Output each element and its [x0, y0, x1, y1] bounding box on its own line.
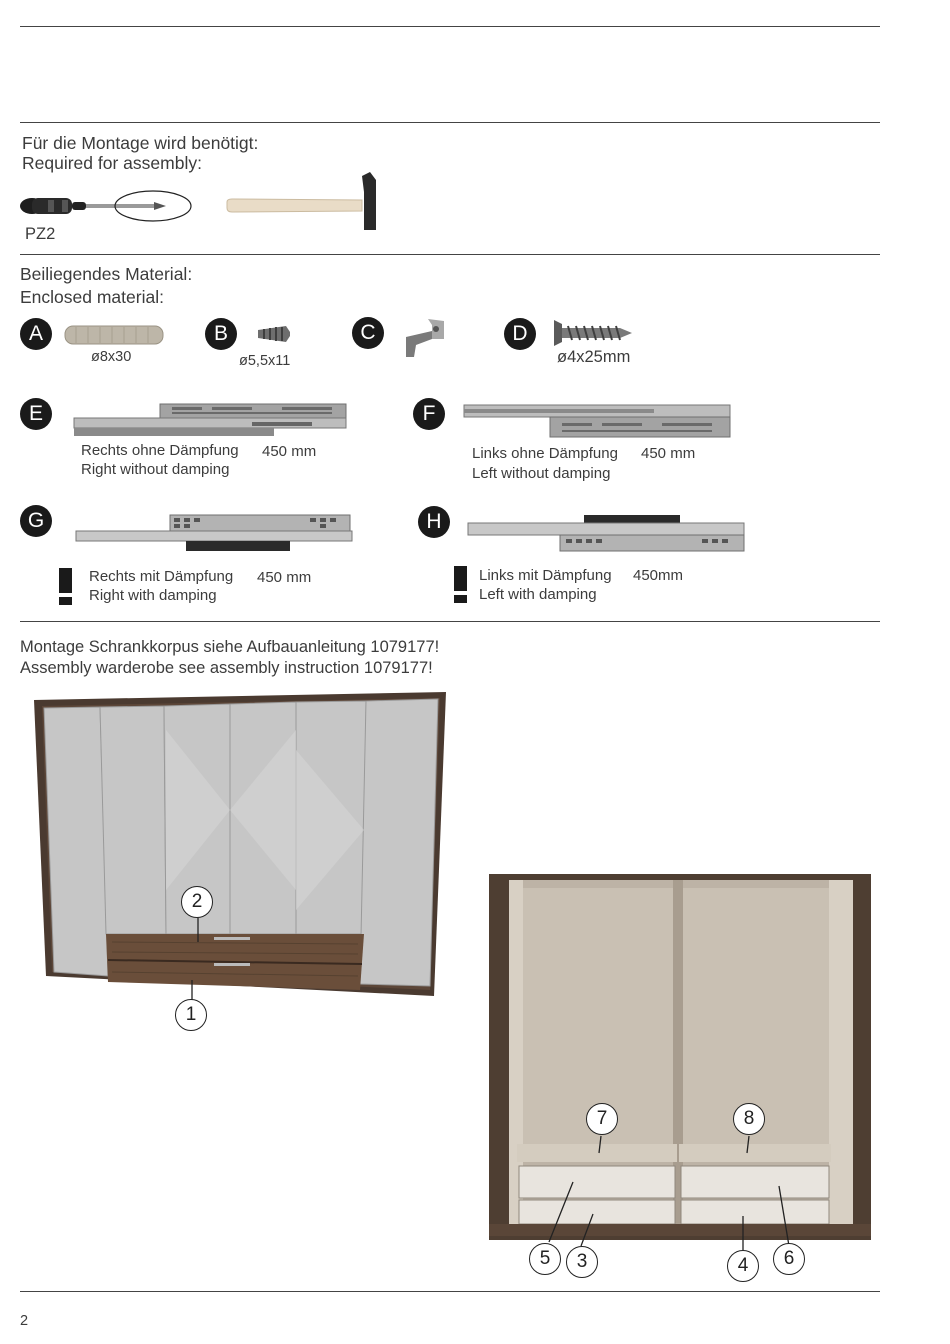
- warning-icon: [454, 566, 467, 603]
- slide-h-length: 450mm: [633, 567, 684, 584]
- section-rule-material: [20, 254, 880, 255]
- slide-g-line-de: Rechts mit Dämpfung: [89, 568, 234, 585]
- drawer-slide-icon: [72, 402, 348, 438]
- bracket-icon: [402, 317, 446, 359]
- warning-icon: [59, 568, 72, 605]
- bottom-rule: [20, 1291, 880, 1292]
- interior-photo: [489, 870, 871, 1250]
- callout-3: 3: [566, 1246, 598, 1278]
- slide-h-line-en: Left with damping: [479, 586, 597, 603]
- dowel-icon: [64, 324, 164, 346]
- callout-4: 4: [727, 1250, 759, 1282]
- top-rule: [20, 26, 880, 27]
- drawer-slide-icon: [74, 513, 352, 553]
- section-rule-tools: [20, 122, 880, 123]
- callout-7: 7: [586, 1103, 618, 1135]
- callout-2: 2: [181, 886, 213, 918]
- part-d-size: ø4x25mm: [557, 348, 631, 366]
- part-g-badge: G: [20, 505, 52, 537]
- slide-f-length: 450 mm: [641, 445, 696, 462]
- part-f-badge: F: [413, 398, 445, 430]
- part-h-badge: H: [418, 506, 450, 538]
- material-heading-de: Beiliegendes Material:: [20, 264, 193, 284]
- part-a-size: ø8x30: [91, 349, 132, 365]
- slide-h-line-de: Links mit Dämpfung: [479, 567, 612, 584]
- slide-e-line-en: Right without damping: [81, 461, 230, 478]
- callout-6: 6: [773, 1243, 805, 1275]
- screwdriver-label: PZ2: [25, 225, 56, 243]
- part-e-badge: E: [20, 398, 52, 430]
- slide-f-line-en: Left without damping: [472, 465, 611, 482]
- wardrobe-photo: [32, 690, 452, 1000]
- part-d-badge: D: [504, 318, 536, 350]
- part-c-badge: C: [352, 317, 384, 349]
- callout-8: 8: [733, 1103, 765, 1135]
- part-b-badge: B: [205, 318, 237, 350]
- slide-g-length: 450 mm: [257, 569, 312, 586]
- hammer-icon: [222, 172, 382, 234]
- tools-heading-en: Required for assembly:: [22, 153, 202, 173]
- section-rule-assembly: [20, 621, 880, 622]
- drawer-slide-icon: [466, 513, 744, 553]
- assembly-note-en: Assembly warderobe see assembly instruction 1079177!: [20, 659, 433, 677]
- callout-5: 5: [529, 1243, 561, 1275]
- tools-heading-de: Für die Montage wird benötigt:: [22, 133, 259, 153]
- slide-f-line-de: Links ohne Dämpfung: [472, 445, 618, 462]
- drawer-slide-icon: [462, 403, 732, 439]
- page-number: 2: [20, 1313, 29, 1329]
- assembly-note-de: Montage Schrankkorpus siehe Aufbauanleitung 1079177!: [20, 638, 440, 656]
- screw-icon: [552, 318, 634, 348]
- slide-e-length: 450 mm: [262, 443, 317, 460]
- plug-icon: [256, 322, 292, 346]
- slide-g-line-en: Right with damping: [89, 587, 217, 604]
- part-b-size: ø5,5x11: [239, 353, 291, 369]
- screwdriver-icon: [18, 188, 178, 228]
- part-a-badge: A: [20, 318, 52, 350]
- callout-1: 1: [175, 999, 207, 1031]
- material-heading-en: Enclosed material:: [20, 287, 164, 307]
- slide-e-line-de: Rechts ohne Dämpfung: [81, 442, 239, 459]
